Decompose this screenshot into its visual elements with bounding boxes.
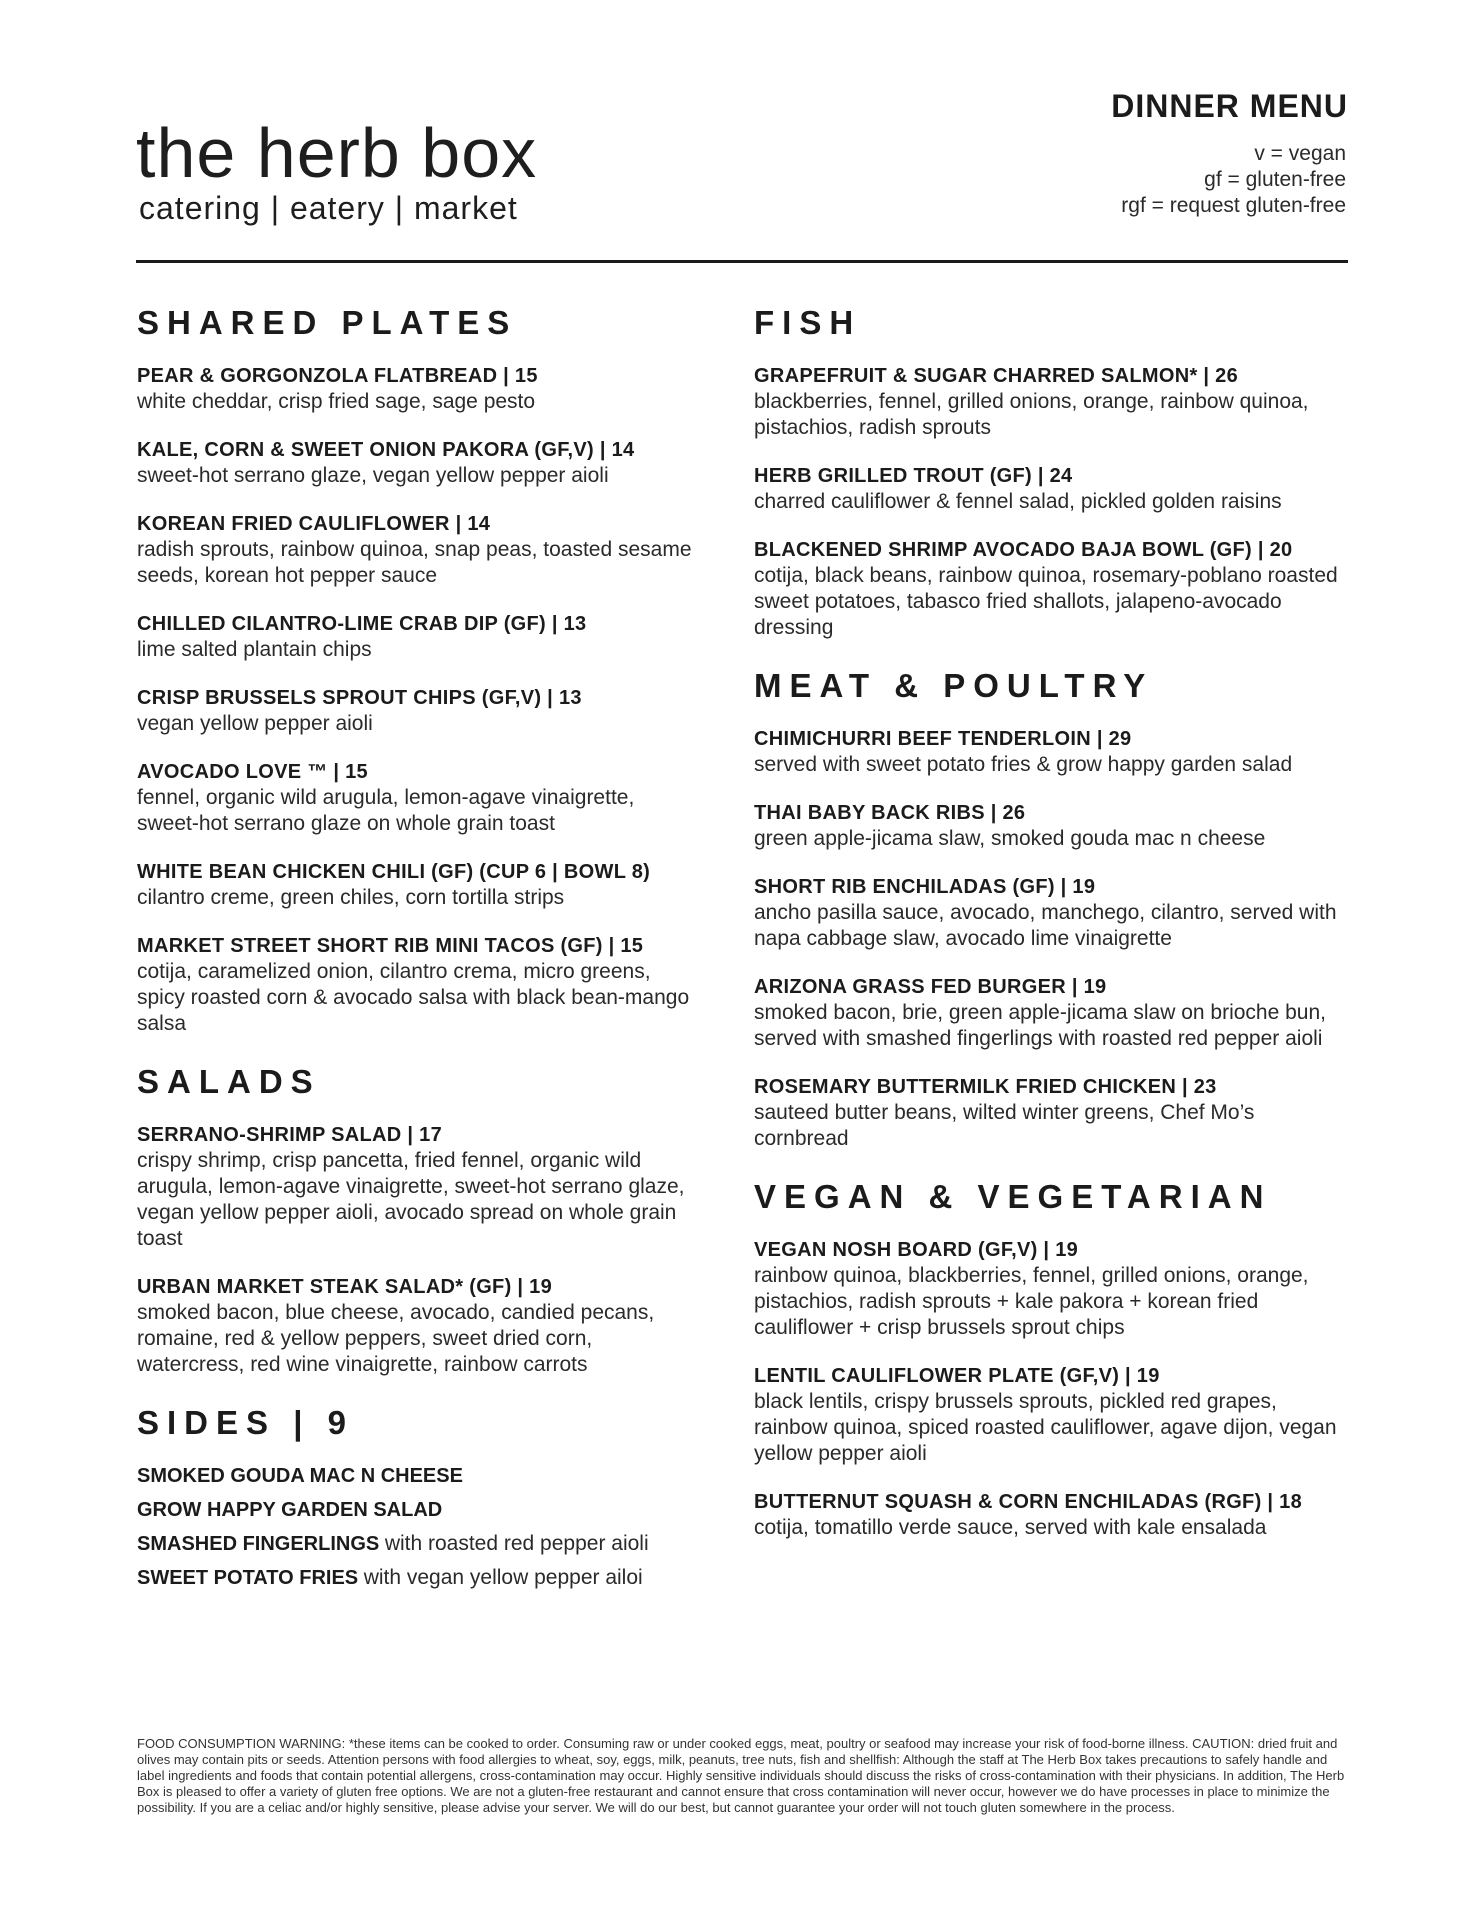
menu-item (137, 759, 697, 837)
item-description: served with sweet potato fries & grow happy garden salad (754, 753, 1293, 776)
menu-item (137, 363, 697, 415)
item-description: crispy shrimp, crisp pancetta, fried fennel, organic wild arugula, lemon-agave vinaigrette, sweet-hot serrano glaze, vegan yellow pepper aioli, avocado spread on whole grain toast (137, 1149, 685, 1250)
item-name: SHORT RIB ENCHILADAS (GF) | 19 (754, 876, 1096, 898)
menu-item (137, 437, 697, 489)
right-column (754, 306, 1354, 1569)
menu-item (137, 933, 697, 1037)
menu-item (754, 1489, 1354, 1541)
brand-tagline: catering | eatery | market (139, 190, 518, 226)
side-name: SMASHED FINGERLINGS (137, 1533, 380, 1555)
menu-title: DINNER MENU (1111, 88, 1348, 124)
item-name: BLACKENED SHRIMP AVOCADO BAJA BOWL (GF) | 20 (754, 539, 1293, 561)
side-name: SWEET POTATO FRIES (137, 1567, 359, 1589)
menu-item (754, 800, 1354, 852)
item-description: cilantro creme, green chiles, corn tortilla strips (137, 886, 565, 909)
item-name: ARIZONA GRASS FED BURGER | 19 (754, 976, 1107, 998)
menu-item (754, 726, 1354, 778)
section-vegan-vegetarian (754, 1180, 1354, 1541)
item-description: radish sprouts, rainbow quinoa, snap peas, toasted sesame seeds, korean hot pepper sauce (137, 538, 692, 587)
menu-item (137, 1122, 697, 1252)
menu-item (137, 859, 697, 911)
menu-item (754, 537, 1354, 641)
dietary-legend (1121, 141, 1346, 219)
item-name: ROSEMARY BUTTERMILK FRIED CHICKEN | 23 (754, 1076, 1217, 1098)
left-column (137, 306, 697, 1619)
section-heading: MEAT & POULTRY (754, 667, 1154, 704)
item-description: cotija, tomatillo verde sauce, served with kale ensalada (754, 1516, 1267, 1539)
side-description: with vegan yellow pepper ailoi (363, 1566, 643, 1589)
item-description: vegan yellow pepper aioli (137, 712, 373, 735)
header-divider (136, 260, 1348, 263)
item-description: fennel, organic wild arugula, lemon-agave vinaigrette, sweet-hot serrano glaze on whole grain toast (137, 786, 635, 835)
item-name: CRISP BRUSSELS SPROUT CHIPS (GF,V) | 13 (137, 687, 582, 709)
item-description: smoked bacon, brie, green apple-jicama slaw on brioche bun, served with smashed fingerlings with roasted red pepper aioli (754, 1001, 1326, 1050)
menu-item (137, 1274, 697, 1378)
section-salads (137, 1065, 697, 1378)
item-description: rainbow quinoa, blackberries, fennel, grilled onions, orange, pistachios, radish sprouts + kale pakora + korean fried cauliflower + crisp brussels sprout chips (754, 1264, 1309, 1339)
item-name: SERRANO-SHRIMP SALAD | 17 (137, 1124, 442, 1146)
section-meat-poultry (754, 669, 1354, 1152)
section-heading: SALADS (137, 1063, 321, 1100)
item-name: WHITE BEAN CHICKEN CHILI (GF) (CUP 6 | BOWL 8) (137, 861, 651, 883)
item-description: green apple-jicama slaw, smoked gouda mac n cheese (754, 827, 1266, 850)
item-description: sauteed butter beans, wilted winter greens, Chef Mo’s cornbread (754, 1101, 1255, 1150)
section-heading: VEGAN & VEGETARIAN (754, 1178, 1272, 1215)
item-description: cotija, black beans, rainbow quinoa, rosemary-poblano roasted sweet potatoes, tabasco fried shallots, jalapeno-avocado dressing (754, 564, 1338, 639)
menu-item (754, 1074, 1354, 1152)
side-item (137, 1565, 697, 1591)
item-name: MARKET STREET SHORT RIB MINI TACOS (GF) | 15 (137, 935, 644, 957)
menu-item (754, 874, 1354, 952)
item-description: ancho pasilla sauce, avocado, manchego, cilantro, served with napa cabbage slaw, avocado lime vinaigrette (754, 901, 1337, 950)
legend-gluten-free: gf = gluten-free (1204, 168, 1346, 191)
menu-item (754, 463, 1354, 515)
item-description: smoked bacon, blue cheese, avocado, candied pecans, romaine, red & yellow peppers, sweet dried corn, watercress, red wine vinaigrette, rainbow carrots (137, 1301, 655, 1376)
item-name: KALE, CORN & SWEET ONION PAKORA (GF,V) | 14 (137, 439, 635, 461)
menu-item (137, 511, 697, 589)
item-name: VEGAN NOSH BOARD (GF,V) | 19 (754, 1239, 1079, 1261)
item-description: white cheddar, crisp fried sage, sage pesto (137, 390, 536, 413)
item-description: sweet-hot serrano glaze, vegan yellow pepper aioli (137, 464, 609, 487)
item-description: black lentils, crispy brussels sprouts, pickled red grapes, rainbow quinoa, spiced roasted cauliflower, agave dijon, vegan yellow pepper aioli (754, 1390, 1337, 1465)
item-name: AVOCADO LOVE ™ | 15 (137, 761, 368, 783)
item-description: lime salted plantain chips (137, 638, 372, 661)
section-shared-plates (137, 306, 697, 1037)
item-name: HERB GRILLED TROUT (GF) | 24 (754, 465, 1073, 487)
item-name: URBAN MARKET STEAK SALAD* (GF) | 19 (137, 1276, 552, 1298)
menu-item (137, 685, 697, 737)
side-description: with roasted red pepper aioli (384, 1532, 649, 1555)
item-name: GRAPEFRUIT & SUGAR CHARRED SALMON* | 26 (754, 365, 1238, 387)
section-sides (137, 1406, 697, 1591)
item-description: cotija, caramelized onion, cilantro crema, micro greens, spicy roasted corn & avocado salsa with black bean-mango salsa (137, 960, 690, 1035)
item-name: CHIMICHURRI BEEF TENDERLOIN | 29 (754, 728, 1132, 750)
item-description: charred cauliflower & fennel salad, pickled golden raisins (754, 490, 1282, 513)
side-item (137, 1531, 697, 1557)
legend-request-gluten-free: rgf = request gluten-free (1121, 194, 1346, 217)
menu-item (754, 1363, 1354, 1467)
item-name: BUTTERNUT SQUASH & CORN ENCHILADAS (RGF) | 18 (754, 1491, 1302, 1513)
side-item (137, 1463, 697, 1489)
side-item (137, 1497, 697, 1523)
item-name: KOREAN FRIED CAULIFLOWER | 14 (137, 513, 491, 535)
menu-item (754, 974, 1354, 1052)
section-heading: SIDES | 9 (137, 1404, 354, 1441)
item-name: PEAR & GORGONZOLA FLATBREAD | 15 (137, 365, 538, 387)
food-consumption-disclaimer: FOOD CONSUMPTION WARNING: *these items can be cooked to order. Consuming raw or under cooked eggs, meat, poultry or seafood may increase your risk of food-borne illness. CAUTION: dried fruit and olives may contain pits or seeds. Attention persons with food allergies to wheat, soy, eggs, milk, peanuts, tree nuts, fish and shellfish: Although the staff at The Herb Box takes precautions to safely handle and label ingredients and foods that contain potential allergens, cross-contamination may occur. Highly sensitive individuals should discuss the risks of cross-contamination with their physicians. In addition, The Herb Box is pleased to offer a variety of gluten free options. We are not a gluten-free restaurant and cannot ensure that cross contamination will never occur, however we do have processes in place to minimize the possibility. If you are a celiac and/or highly sensitive, please advise your server. We will do our best, but cannot guarantee your order will not touch gluten somewhere in the process. (137, 1736, 1345, 1815)
section-heading: SHARED PLATES (137, 304, 518, 341)
item-description: blackberries, fennel, grilled onions, orange, rainbow quinoa, pistachios, radish sprouts (754, 390, 1309, 439)
menu-item (754, 363, 1354, 441)
side-name: GROW HAPPY GARDEN SALAD (137, 1499, 443, 1521)
menu-item (137, 611, 697, 663)
side-name: SMOKED GOUDA MAC N CHEESE (137, 1465, 463, 1487)
section-fish (754, 306, 1354, 641)
brand-logo-title: the herb box (136, 114, 538, 192)
item-name: CHILLED CILANTRO-LIME CRAB DIP (GF) | 13 (137, 613, 587, 635)
legend-vegan: v = vegan (1254, 142, 1346, 165)
menu-item (754, 1237, 1354, 1341)
section-heading: FISH (754, 304, 862, 341)
item-name: LENTIL CAULIFLOWER PLATE (GF,V) | 19 (754, 1365, 1160, 1387)
item-name: THAI BABY BACK RIBS | 26 (754, 802, 1026, 824)
